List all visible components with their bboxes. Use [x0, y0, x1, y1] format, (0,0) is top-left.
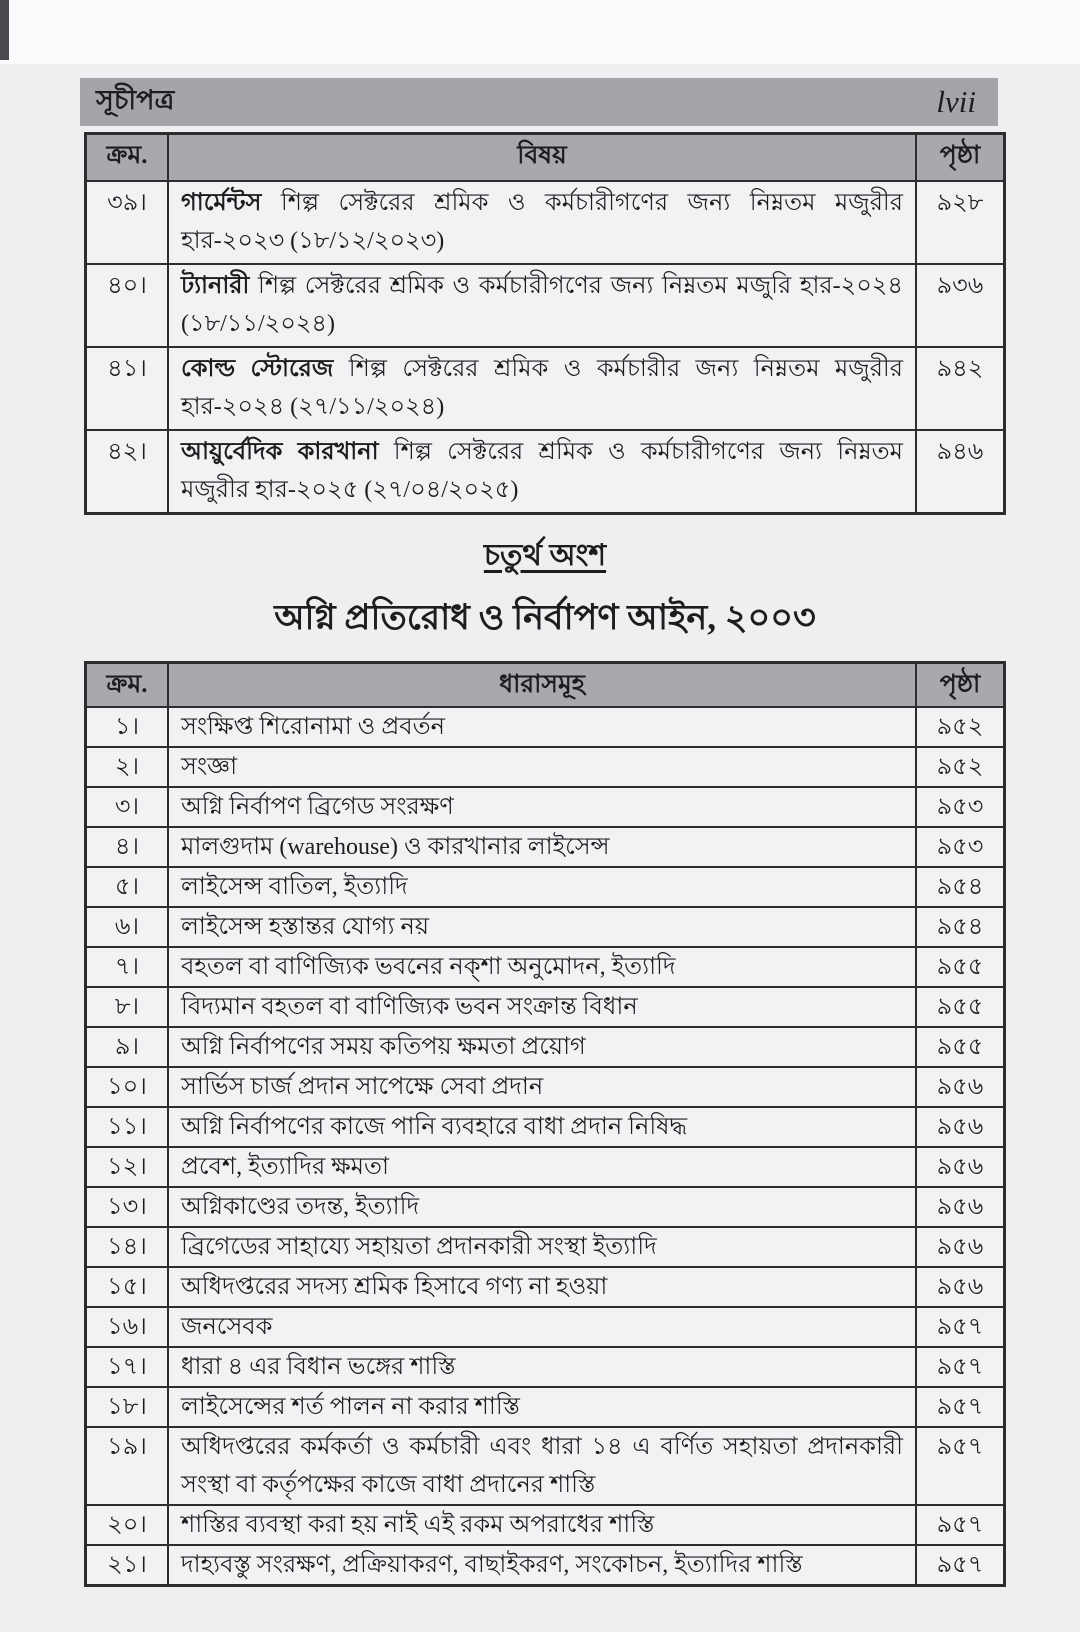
page-cell: ৯৫৬ [915, 1188, 1003, 1226]
page-cell: ৯৫৭ [915, 1348, 1003, 1386]
subject-rest: শিল্প সেক্টরের শ্রমিক ও কর্মচারীগণের জন্য নিম্নতম মজুরীর হার-২০২৫ (২৭/০৪/২০২৫) [181, 439, 903, 503]
serial-cell: ১৪। [87, 1228, 169, 1266]
table-row [87, 826, 1003, 866]
page-cell: ৯৫৫ [915, 948, 1003, 986]
serial-cell: ৯। [87, 1028, 169, 1066]
table-row [87, 1426, 1003, 1504]
table-row [87, 180, 1003, 263]
scan-corner-artifact [0, 0, 9, 60]
serial-cell: ৫। [87, 868, 169, 906]
serial-cell: ১। [87, 708, 169, 746]
table-row [87, 1306, 1003, 1346]
table-row [87, 906, 1003, 946]
table-row [87, 1146, 1003, 1186]
page-content [84, 78, 1006, 1587]
subject-column-header: বিষয় [517, 142, 567, 169]
table-row [87, 746, 1003, 786]
table-row [87, 1026, 1003, 1066]
page-cell: ৯৫৪ [915, 868, 1003, 906]
table-row [87, 1106, 1003, 1146]
page-cell: ৯৫৩ [915, 828, 1003, 866]
wage-rates-toc-table [84, 132, 1006, 515]
table-row [87, 1544, 1003, 1584]
subject-cell: মালগুদাম (warehouse) ও কারখানার লাইসেন্স [181, 834, 610, 860]
serial-cell: ৪। [87, 828, 169, 866]
scan-top-margin [0, 0, 1080, 64]
subject-bold-lead: আয়ুর্বেদিক কারখানা [181, 439, 379, 465]
page-cell: ৯৫২ [915, 708, 1003, 746]
table-row [87, 263, 1003, 346]
serial-cell: ১৯। [87, 1428, 169, 1504]
page-cell: ৯৫৫ [915, 1028, 1003, 1066]
serial-cell: ১৮। [87, 1388, 169, 1426]
subject-bold-lead: ট্যানারী [181, 273, 250, 299]
serial-cell: ১২। [87, 1148, 169, 1186]
table-row [87, 786, 1003, 826]
serial-cell: ৪০। [87, 265, 169, 346]
subject-cell: সংজ্ঞা [181, 754, 238, 780]
serial-column-header: ক্রম. [87, 135, 169, 180]
page-cell: ৯৫৭ [915, 1308, 1003, 1346]
page-cell: ৯৫৬ [915, 1228, 1003, 1266]
serial-cell: ৩। [87, 788, 169, 826]
subject-cell [169, 182, 915, 263]
table-row [87, 1346, 1003, 1386]
subject-rest: শিল্প সেক্টরের শ্রমিক ও কর্মচারীর জন্য নিম্নতম মজুরীর হার-২০২৪ (২৭/১১/২০২৪) [181, 356, 904, 420]
serial-cell: ১৭। [87, 1348, 169, 1386]
subject-cell [169, 265, 915, 346]
sections-column-header: ধারাসমূহ [499, 671, 585, 698]
subject-cell: অগ্নিকাণ্ডের তদন্ত, ইত্যাদি [181, 1194, 420, 1220]
table-row [87, 1386, 1003, 1426]
table-header-row [87, 135, 1003, 180]
subject-cell: অধিদপ্তরের কর্মকর্তা ও কর্মচারী এবং ধারা ১৪ এ বর্ণিত সহায়তা প্রদানকারী সংস্থা বা কর্তৃপক্ষের কাজে বাধা প্রদানের শাস্তি [181, 1434, 903, 1498]
page-cell: ৯৪৬ [915, 431, 1003, 512]
subject-cell: অগ্নি নির্বাপণের সময় কতিপয় ক্ষমতা প্রয়োগ [181, 1034, 586, 1060]
serial-cell: ২। [87, 748, 169, 786]
page-cell: ৯৫৭ [915, 1506, 1003, 1544]
subject-cell: লাইসেন্সের শর্ত পালন না করার শাস্তি [181, 1394, 520, 1420]
subject-cell: অধিদপ্তরের সদস্য শ্রমিক হিসাবে গণ্য না হওয়া [181, 1274, 608, 1300]
table-row [87, 706, 1003, 746]
subject-cell: ব্রিগেডের সাহায্যে সহায়তা প্রদানকারী সংস্থা ইত্যাদি [181, 1234, 657, 1260]
serial-cell: ২০। [87, 1506, 169, 1544]
table-row [87, 429, 1003, 512]
subject-rest: শিল্প সেক্টরের শ্রমিক ও কর্মচারীগণের জন্য নিম্নতম মজুরীর হার-২০২৩ (১৮/১২/২০২৩) [181, 190, 903, 254]
page-cell: ৯৩৬ [915, 265, 1003, 346]
page-cell: ৯২৮ [915, 182, 1003, 263]
page-cell: ৯৫৭ [915, 1388, 1003, 1426]
subject-cell: অগ্নি নির্বাপণের কাজে পানি ব্যবহারে বাধা প্রদান নিষিদ্ধ [181, 1114, 688, 1140]
subject-cell: ধারা ৪ এর বিধান ভঙ্গের শাস্তি [181, 1354, 456, 1380]
page-cell: ৯৫২ [915, 748, 1003, 786]
page-cell: ৯৫৬ [915, 1148, 1003, 1186]
serial-cell: ৭। [87, 948, 169, 986]
table-row [87, 1186, 1003, 1226]
serial-cell: ১৬। [87, 1308, 169, 1346]
subject-rest: শিল্প সেক্টরের শ্রমিক ও কর্মচারীগণের জন্য নিম্নতম মজুরি হার-২০২৪ (১৮/১১/২০২৪) [181, 273, 903, 337]
page-cell: ৯৫৭ [915, 1546, 1003, 1584]
subject-cell: লাইসেন্স বাতিল, ইত্যাদি [181, 874, 408, 900]
subject-cell [169, 348, 915, 429]
serial-cell: ৪২। [87, 431, 169, 512]
part-heading: চতুর্থ অংশ [483, 539, 607, 572]
table-row [87, 946, 1003, 986]
roman-page-number: lvii [936, 84, 976, 119]
subject-cell: বহতল বা বাণিজ্যিক ভবনের নক্‌শা অনুমোদন, ইত্যাদি [181, 954, 676, 980]
table-row [87, 1066, 1003, 1106]
fire-act-sections-table [84, 661, 1006, 1587]
page-column-header: পৃষ্ঠা [915, 664, 1003, 706]
serial-cell: ১৩। [87, 1188, 169, 1226]
table-row [87, 1266, 1003, 1306]
page-cell: ৯৫৭ [915, 1428, 1003, 1504]
page-cell: ৯৪২ [915, 348, 1003, 429]
subject-bold-lead: কোল্ড স্টোরেজ [181, 356, 334, 382]
table-row [87, 866, 1003, 906]
page-cell: ৯৫৫ [915, 988, 1003, 1026]
serial-cell: ১০। [87, 1068, 169, 1106]
serial-cell: ১১। [87, 1108, 169, 1146]
subject-cell: বিদ্যমান বহতল বা বাণিজ্যিক ভবন সংক্রান্ত বিধান [181, 994, 638, 1020]
serial-cell: ৩৯। [87, 182, 169, 263]
contents-title: সূচীপত্র [96, 84, 175, 115]
subject-cell: লাইসেন্স হস্তান্তর যোগ্য নয় [181, 914, 429, 940]
subject-cell: সার্ভিস চার্জ প্রদান সাপেক্ষে সেবা প্রদান [181, 1074, 544, 1100]
subject-cell: দাহ্যবস্তু সংরক্ষণ, প্রক্রিয়াকরণ, বাছাইকরণ, সংকোচন, ইত্যাদির শাস্তি [181, 1552, 803, 1578]
page-cell: ৯৫৩ [915, 788, 1003, 826]
subject-cell [169, 431, 915, 512]
subject-cell: অগ্নি নির্বাপণ ব্রিগেড সংরক্ষণ [181, 794, 454, 820]
serial-cell: ৪১। [87, 348, 169, 429]
page-cell: ৯৫৬ [915, 1068, 1003, 1106]
table-row [87, 986, 1003, 1026]
page-cell: ৯৫৬ [915, 1268, 1003, 1306]
serial-cell: ৬। [87, 908, 169, 946]
act-title-heading: অগ্নি প্রতিরোধ ও নির্বাপণ আইন, ২০০৩ [274, 598, 816, 637]
table-row [87, 1504, 1003, 1544]
table-header-row [87, 664, 1003, 706]
page-cell: ৯৫৪ [915, 908, 1003, 946]
serial-column-header: ক্রম. [87, 664, 169, 706]
subject-cell: সংক্ষিপ্ত শিরোনামা ও প্রবর্তন [181, 714, 445, 740]
serial-cell: ৮। [87, 988, 169, 1026]
table-row [87, 1226, 1003, 1266]
running-header-bar [80, 78, 998, 126]
subject-cell: শাস্তির ব্যবস্থা করা হয় নাই এই রকম অপরাধের শাস্তি [181, 1512, 655, 1538]
subject-bold-lead: গার্মেন্টস [181, 190, 262, 216]
serial-cell: ১৫। [87, 1268, 169, 1306]
subject-cell: প্রবেশ, ইত্যাদির ক্ষমতা [181, 1154, 389, 1180]
serial-cell: ২১। [87, 1546, 169, 1584]
table-row [87, 346, 1003, 429]
page-column-header: পৃষ্ঠা [915, 135, 1003, 180]
page-cell: ৯৫৬ [915, 1108, 1003, 1146]
subject-cell: জনসেবক [181, 1314, 273, 1340]
